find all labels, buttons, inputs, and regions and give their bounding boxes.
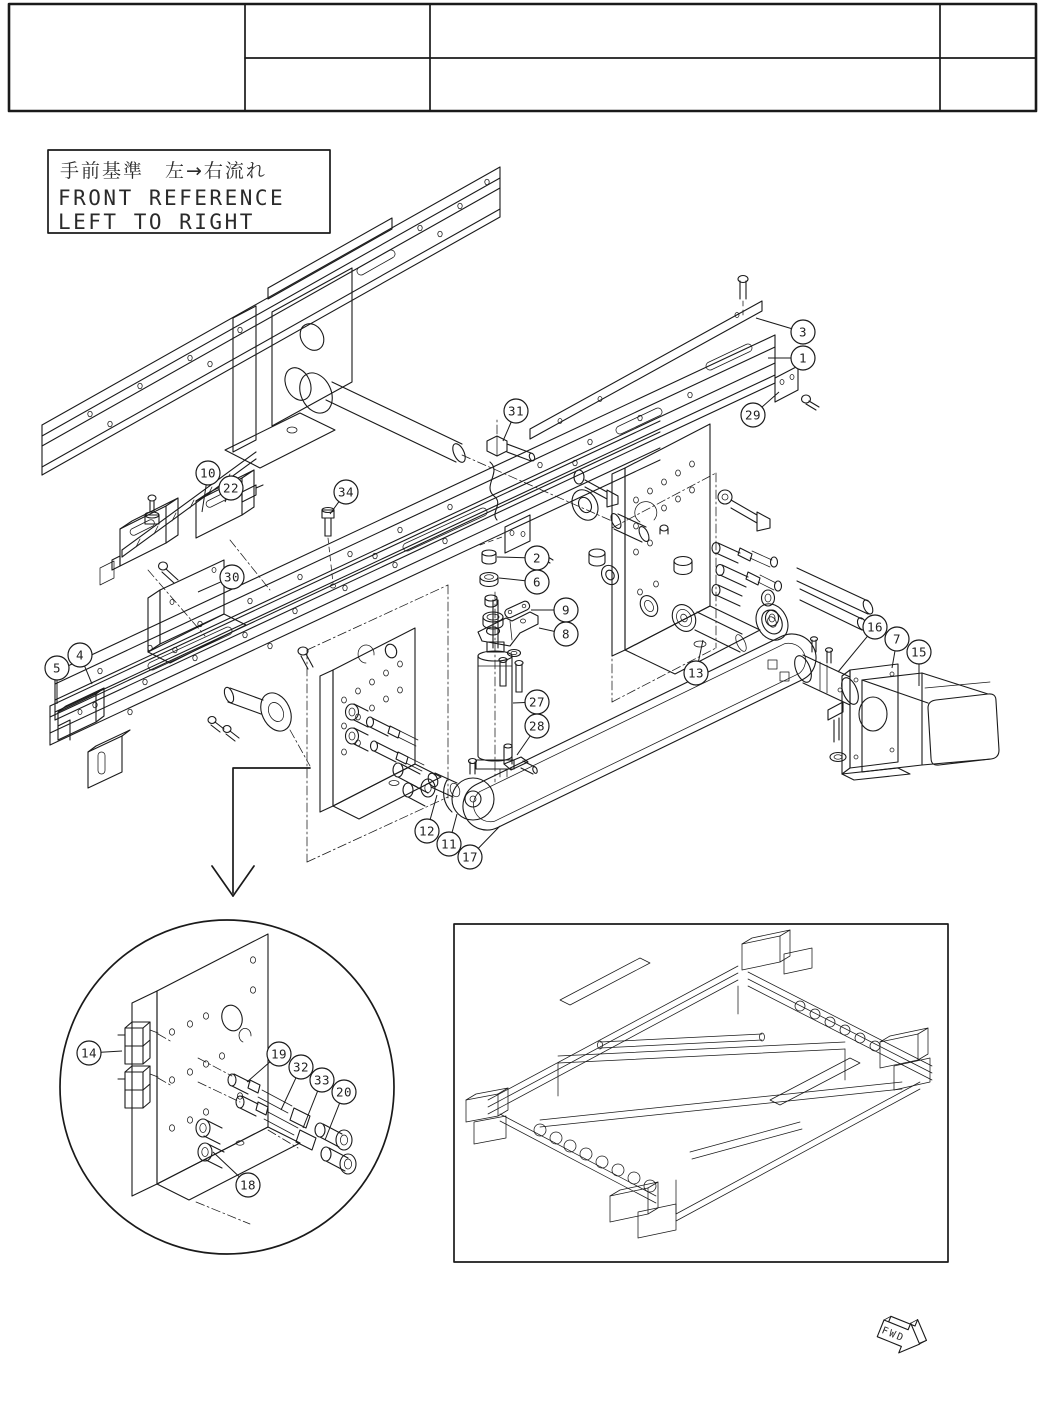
svg-text:10: 10 <box>199 465 217 481</box>
bearing-group <box>637 568 875 653</box>
callout-8 <box>539 622 578 646</box>
svg-text:31: 31 <box>507 403 525 419</box>
hardware-column <box>478 550 538 692</box>
motor <box>862 673 999 772</box>
callout-11 <box>437 814 461 856</box>
svg-text:15: 15 <box>910 644 928 660</box>
svg-text:18: 18 <box>239 1177 257 1193</box>
callout-16 <box>838 615 887 672</box>
fwd-arrow <box>875 1308 933 1361</box>
support-stand <box>222 268 651 543</box>
belt <box>463 634 816 830</box>
reference-note-jp: 手前基準 左→右流れ <box>60 160 267 182</box>
detail-arrow <box>212 768 310 896</box>
reference-note-en2: LEFT TO RIGHT <box>58 210 255 234</box>
title-block <box>9 4 1036 111</box>
fitting-cluster-left <box>346 704 436 806</box>
fitting-cluster-right <box>712 543 782 627</box>
svg-text:6: 6 <box>532 574 542 590</box>
svg-text:30: 30 <box>223 569 241 585</box>
main-exploded-view <box>42 167 999 865</box>
svg-text:5: 5 <box>52 660 62 676</box>
svg-text:8: 8 <box>561 626 571 642</box>
motor-mount-plate <box>828 664 910 780</box>
svg-text:32: 32 <box>292 1059 310 1075</box>
svg-text:22: 22 <box>222 480 240 496</box>
callout-29 <box>741 392 779 427</box>
svg-text:17: 17 <box>461 849 479 865</box>
assembled-view-inset <box>454 924 948 1262</box>
svg-text:13: 13 <box>687 665 705 681</box>
limit-switch-group <box>100 452 270 636</box>
callout-34 <box>330 480 358 514</box>
callout-5 <box>45 656 69 704</box>
mid-bearing-parts <box>567 485 622 587</box>
svg-text:1: 1 <box>798 350 808 366</box>
callout-4 <box>68 643 92 684</box>
svg-text:16: 16 <box>866 619 884 635</box>
shaft-spacer <box>609 512 651 543</box>
assembled-machine <box>466 930 932 1238</box>
callout-6 <box>499 570 549 594</box>
pulley-group <box>444 759 494 821</box>
front-rail <box>50 421 660 745</box>
detail-view <box>60 768 394 1254</box>
bolt-washer-top <box>718 490 770 531</box>
svg-text:11: 11 <box>440 836 458 852</box>
callout-18 <box>213 1152 260 1197</box>
svg-text:14: 14 <box>80 1045 98 1061</box>
right-fitting-plate <box>574 424 875 702</box>
svg-text:29: 29 <box>744 407 762 423</box>
svg-text:12: 12 <box>418 823 436 839</box>
callout-27 <box>513 690 549 714</box>
svg-text:20: 20 <box>335 1084 353 1100</box>
callout-22 <box>219 476 243 502</box>
svg-text:4: 4 <box>75 647 85 663</box>
valve-cubes <box>118 1022 172 1108</box>
small-screws <box>208 717 239 742</box>
svg-text:34: 34 <box>337 484 355 500</box>
callout-28 <box>517 714 549 755</box>
svg-text:9: 9 <box>561 602 571 618</box>
svg-text:3: 3 <box>798 324 808 340</box>
svg-text:33: 33 <box>313 1072 331 1088</box>
plate-29 <box>775 366 819 410</box>
callout-balloons <box>45 318 931 1197</box>
callout-14 <box>77 1041 122 1065</box>
callout-31 <box>503 399 528 441</box>
detail-plate <box>132 934 300 1224</box>
reference-note-en1: FRONT REFERENCE <box>58 186 286 210</box>
svg-text:7: 7 <box>892 631 902 647</box>
air-cylinder <box>476 592 514 782</box>
mid-shaft <box>223 647 313 766</box>
fwd-label: FWD <box>879 1325 907 1345</box>
callout-15 <box>907 640 931 686</box>
flat-bar <box>530 301 762 439</box>
svg-text:2: 2 <box>532 550 542 566</box>
callout-17 <box>458 826 500 869</box>
svg-text:27: 27 <box>528 694 546 710</box>
left-fitting-plate <box>307 585 462 862</box>
reference-note <box>48 150 330 234</box>
callout-19 <box>247 1042 291 1082</box>
rail-end-blocks <box>58 688 239 788</box>
svg-text:19: 19 <box>270 1046 288 1062</box>
svg-text:28: 28 <box>528 718 546 734</box>
callout-7 <box>885 627 909 668</box>
bolt-31 <box>487 420 536 462</box>
